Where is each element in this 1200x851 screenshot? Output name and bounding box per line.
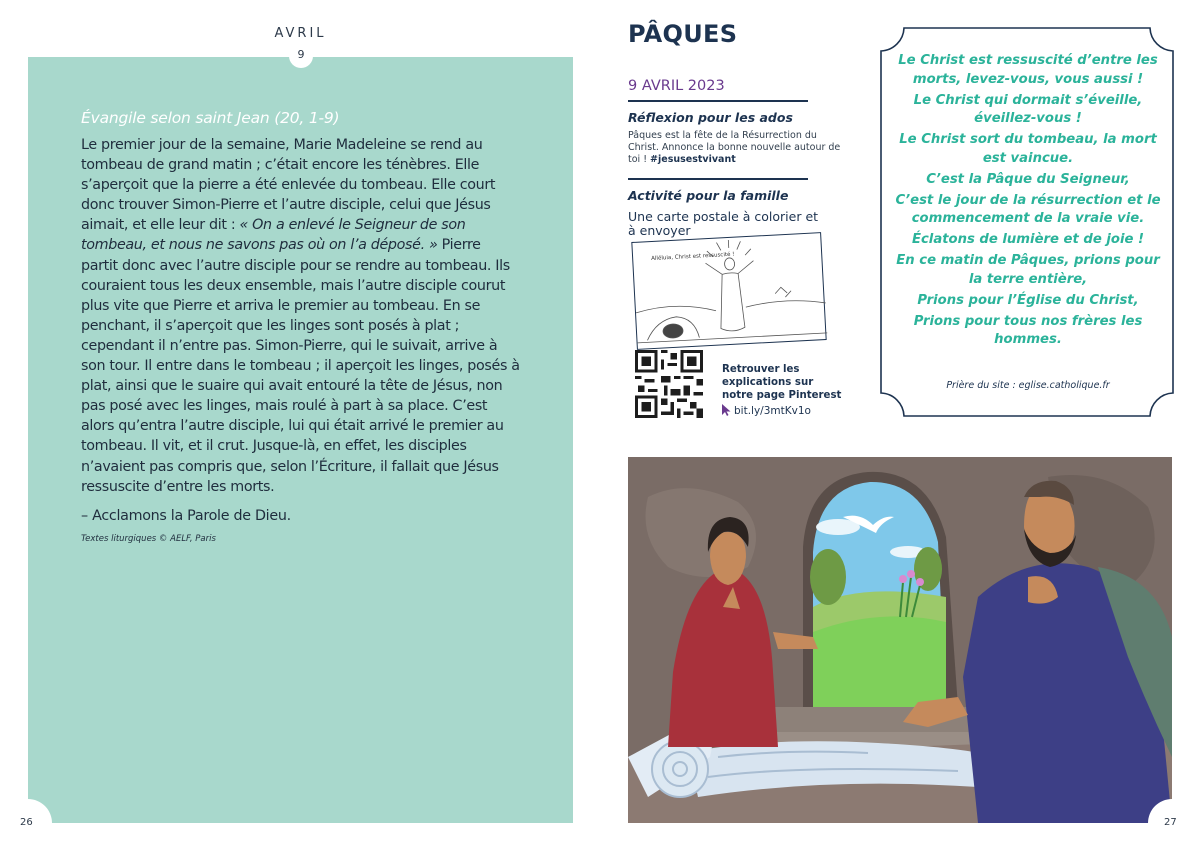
- gospel-text: [81, 135, 521, 497]
- postcard-drawing: [632, 233, 827, 351]
- date-heading: 9 AVRIL 2023: [628, 78, 725, 94]
- ados-text-body: Pâques est la fête de la Résurrection du Christ. Annonce la bonne nouvelle autour de toi !: [628, 130, 841, 165]
- prayer-text: [892, 52, 1164, 352]
- ados-text: [628, 130, 843, 166]
- page-title: PÂQUES: [628, 20, 738, 48]
- page-number-right: 27: [1164, 817, 1177, 828]
- gospel-title: Évangile selon saint Jean (20, 1-9): [81, 109, 340, 127]
- gospel-text-part2: Pierre partit donc avec l’autre disciple pour se rendre au tombeau. Ils couraient tous les deux ensemble, mais l’autre disciple courut plus vite que Pierre et arriva le premier au tombeau. En se penchant, il s’aperçoit que les linges sont posés à plat ; cependant il n’entre pas. Simon-Pierre, qui le suivait, arrive à son tour. Il entre dans le tombeau ; il aperçoit les linges, posés à plat, ainsi que le suaire qui avait entouré la tête de Jésus, non pas posé avec les linges, mais roulé à part à sa place. C’est alors qu’entra l’autre disciple, lui qui était arrivé le premier au tombeau. Il vit, et il crut. Jusque-là, en effet, les disciples n’avaient pas compris que, selon l’Écriture, il fallait que Jésus ressuscite d’entre les morts.: [81, 237, 520, 495]
- famille-subtitle: Une carte postale à colorier et à envoyer: [628, 209, 819, 238]
- prayer-line: C’est la Pâque du Seigneur,: [926, 171, 1130, 187]
- acclamation: – Acclamons la Parole de Dieu.: [81, 507, 291, 524]
- gospel-quote: « On a enlevé le Seigneur de son tombeau, et nous ne savons pas où on l’a déposé. »: [81, 217, 466, 254]
- prayer-line: Le Christ qui dormait s’éveille, éveillez-vous !: [913, 92, 1143, 126]
- pinterest-note: Retrouver les explications sur notre page Pinterest: [722, 364, 842, 401]
- prayer-line: Le Christ est ressuscité d’entre les morts, levez-vous, vous aussi !: [898, 53, 1158, 87]
- ados-title: Réflexion pour les ados: [628, 110, 793, 125]
- postcard-image: [631, 232, 826, 350]
- postcard-caption: Alléluia, Christ est ressuscité !: [651, 251, 735, 263]
- prayer-line: En ce matin de Pâques, prions pour la terre entière,: [896, 253, 1160, 287]
- hashtag: #jesusestvivant: [650, 154, 736, 165]
- prayer-line: Le Christ sort du tombeau, la mort est vaincue.: [899, 132, 1157, 166]
- date-divider: [628, 100, 808, 102]
- gospel-section: [81, 109, 521, 544]
- gospel-text-part1: Le premier jour de la semaine, Marie Madeleine se rend au tombeau de grand matin ; c’était encore les ténèbres. Elle s’aperçoit que la pierre a été enlevée du tombeau. Elle court donc trouver Simon-Pierre et l’autre disciple, celui que Jésus aimait, et elle leur dit :: [81, 137, 496, 234]
- prayer-line: Prions pour l’Église du Christ,: [917, 292, 1139, 308]
- prayer-source: Prière du site : eglise.catholique.fr: [946, 380, 1110, 391]
- prayer-line: Prions pour tous nos frères les hommes.: [913, 313, 1143, 347]
- cursor-icon: [722, 404, 731, 416]
- famille-section: [628, 188, 858, 238]
- copyright-note: Textes liturgiques © AELF, Paris: [81, 533, 216, 544]
- page-number-left: 26: [20, 817, 33, 828]
- pinterest-link[interactable]: [722, 404, 811, 417]
- ados-section: [628, 110, 858, 166]
- prayer-line: Éclatons de lumière et de joie !: [911, 232, 1145, 247]
- empty-tomb-illustration: [628, 457, 1172, 823]
- month-label: AVRIL: [274, 26, 327, 41]
- famille-title: Activité pour la famille: [628, 188, 789, 203]
- section-divider: [628, 178, 808, 180]
- pinterest-link-text[interactable]: bit.ly/3mtKv1o: [734, 405, 811, 417]
- prayer-line: C’est le jour de la résurrection et le commencement de la vraie vie.: [895, 192, 1161, 226]
- qr-code[interactable]: [635, 350, 703, 418]
- day-badge: 9: [289, 44, 313, 68]
